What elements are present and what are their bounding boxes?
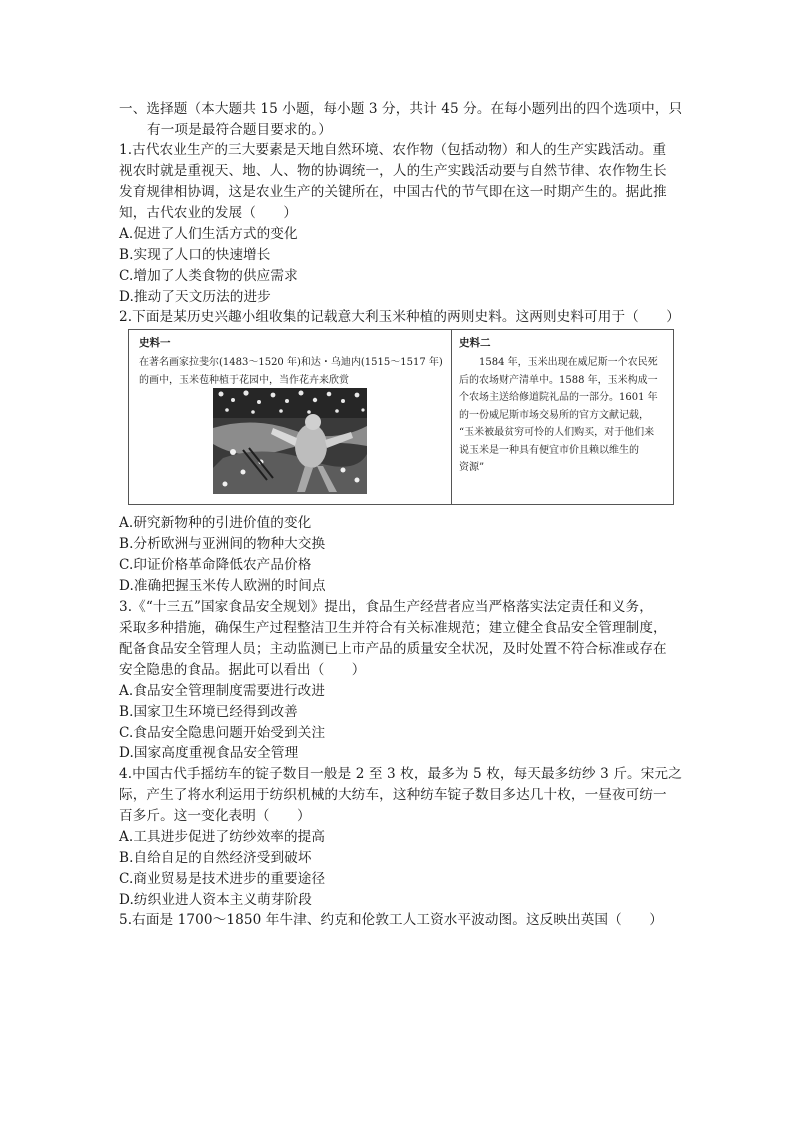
q4-option-a: A.工具进步促进了纺纱效率的提高 [119, 829, 326, 845]
q3-stem-line-2: 采取多种措施，确保生产过程整洁卫生并符合有关标准规范；建立健全食品安全管理制度， [119, 620, 667, 636]
q3-option-b: B.国家卫生环境已经得到改善 [119, 704, 298, 720]
q1-stem-line-3: 发育规律相协调，这是农业生产的关键所在，中国古代的节气即在这一时期产生的。据此推 [119, 184, 667, 200]
material-two-line-1: 1584 年，玉米出现在威尼斯一个农民死 [459, 357, 658, 368]
materials-divider [451, 330, 452, 504]
renaissance-painting-image [213, 388, 367, 494]
material-two-line-7: 资源” [459, 462, 485, 473]
material-two-line-4: 的一份威尼斯市场交易所的官方文献记载， [459, 409, 649, 421]
q4-stem-line-1: 4.中国古代手摇纺车的锭子数目一般是 2 至 3 枚，最多为 5 枚，每天最多纺纱 3 斤。宋元之 [119, 766, 682, 782]
q1-option-a: A.促进了人们生活方式的变化 [119, 226, 298, 242]
q2-option-a: A.研究新物种的引进价值的变化 [119, 515, 312, 531]
material-one-title: 史料一 [139, 337, 171, 349]
q3-option-d: D.国家高度重视食品安全管理 [119, 745, 299, 761]
q4-option-b: B.自给自足的自然经济受到破坏 [119, 850, 312, 866]
historical-materials-table [128, 329, 674, 505]
q3-option-c: C.食品安全隐患问题开始受到关注 [119, 725, 326, 741]
material-two [459, 336, 667, 477]
section-header-line-1: 一、选择题（本大题共 15 小题，每小题 3 分，共计 45 分。在每小题列出的四个选项中，只 [119, 101, 683, 117]
q2-option-b: B.分析欧洲与亚洲间的物种大交换 [119, 536, 326, 552]
q5-stem-line-1: 5.右面是 1700～1850 年牛津、约克和伦敦工人工资水平波动图。这反映出英国（ ） [119, 912, 663, 928]
q2-stem-line-1: 2.下面是某历史兴趣小组收集的记载意大利玉米种植的两则史料。这两则史料可用于（ ） [119, 309, 680, 325]
material-one-line-2: 的画中，玉米苞种植于花园中，当作花卉来欣赏 [139, 374, 349, 386]
material-two-title: 史料二 [459, 337, 491, 349]
q4-option-d: D.纺织业进人资本主义萌芽阶段 [119, 892, 312, 908]
q3-stem-line-4: 安全隐患的食品。据此可以看出（ ） [119, 662, 366, 678]
material-two-line-6: 说玉米是一种具有便宜市价且赖以维生的 [459, 444, 639, 456]
material-two-line-5: “玉米被最贫穷可怜的人们购买，对于他们来 [459, 427, 655, 438]
q3-option-a: A.食品安全管理制度需要进行改进 [119, 683, 326, 699]
q2-option-c: C.印证价格革命降低农产品价格 [119, 557, 312, 573]
q1-stem-line-4: 知，古代农业的发展（ ） [119, 205, 298, 221]
q3-stem-line-1: 3.《“十三五”国家食品安全规划》提出，食品生产经营者应当严格落实法定责任和义务， [119, 599, 653, 615]
q1-stem-line-1: 1.古代农业生产的三大要素是天地自然环境、农作物（包括动物）和人的生产实践活动。重 [119, 142, 667, 158]
q1-option-b: B.实现了人口的快速增长 [119, 247, 271, 263]
q2-option-d: D.准确把握玉米传人欧洲的时间点 [119, 578, 326, 594]
q4-stem-line-2: 际，产生了将水利运用于纺织机械的大纺车，这种纺车锭子数目多达几十枚，一昼夜可纺一 [119, 787, 667, 803]
q4-stem-line-3: 百多斤。这一变化表明（ ） [119, 808, 311, 824]
section-header-line-2: 有一项是最符合题目要求的。） [147, 122, 332, 138]
q1-option-c: C.增加了人类食物的供应需求 [119, 268, 298, 284]
q4-option-c: C.商业贸易是技术进步的重要途径 [119, 871, 326, 887]
material-one-line-1: 在著名画家拉斐尔(1483～1520 年)和达・乌迪内(1515～1517 年) [139, 357, 443, 368]
q3-stem-line-3: 配备食品安全管理人员；主动监测已上市产品的质量安全状况，及时处置不符合标准或存在 [119, 641, 667, 657]
material-two-line-3: 个农场主送给修道院礼品的一部分。1601 年 [459, 392, 658, 403]
q1-option-d: D.推动了天文历法的进步 [119, 289, 271, 305]
material-two-line-2: 后的农场财产清单中。1588 年，玉米构成一 [459, 374, 658, 386]
material-one [139, 336, 443, 389]
q1-stem-line-2: 视农时就是重视天、地、人、物的协调统一，人的生产实践活动要与自然节律、农作物生长 [119, 163, 667, 179]
